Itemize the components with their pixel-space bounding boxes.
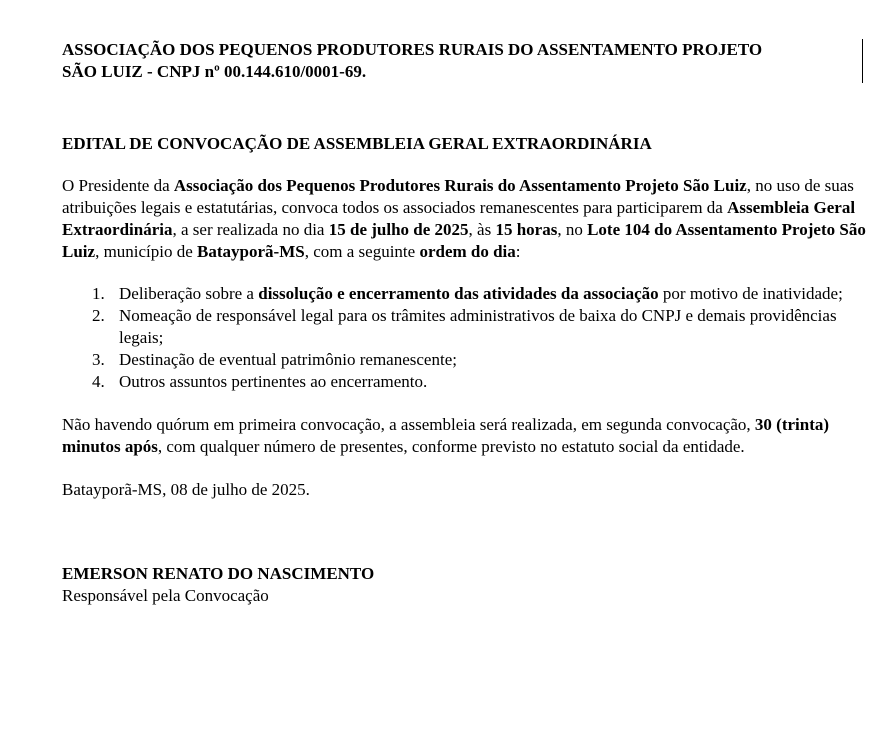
intro-text-6: , município de (95, 242, 198, 261)
signer-name: EMERSON RENATO DO NASCIMENTO (62, 564, 375, 583)
agenda-label: ordem do dia (419, 242, 516, 261)
agenda-item-number: 1. (92, 284, 105, 303)
association-header-line-1: ASSOCIAÇÃO DOS PEQUENOS PRODUTORES RURAIS DO ASSENTAMENTO PROJETO (62, 40, 763, 59)
agenda-item-text: Destinação de eventual patrimônio remanescente; (119, 350, 457, 369)
agenda-item-number: 3. (92, 350, 105, 369)
agenda-item (92, 283, 849, 305)
signer-role: Responsável pela Convocação (62, 586, 269, 605)
intro-text-3: , a ser realizada no dia (172, 220, 329, 239)
intro-text-7: , com a seguinte (304, 242, 420, 261)
agenda-item-number: 2. (92, 306, 105, 325)
document-page (62, 39, 868, 607)
agenda-item-text: Nomeação de responsável legal para os trâmites administrativos de baixa do CNPJ e demais providências legais; (119, 306, 837, 347)
quorum-text-1: Não havendo quórum em primeira convocação, a assembleia será realizada, em segunda convocação, (62, 415, 755, 434)
assembly-municipality: Batayporã-MS (197, 242, 305, 261)
second-call-delay: 30 (trinta) minutos após (62, 415, 830, 456)
assembly-location: Lote 104 do Assentamento Projeto São Luiz (62, 220, 866, 261)
intro-paragraph (62, 175, 868, 263)
agenda-item-text: Outros assuntos pertinentes ao encerramento. (119, 372, 428, 391)
agenda-item-text-end: por motivo de inatividade; (658, 284, 843, 303)
assembly-date: 15 de julho de 2025 (328, 220, 469, 239)
agenda-item-bold: dissolução e encerramento das atividades da associação (258, 284, 659, 303)
intro-text-2: , no uso de suas atribuições legais e estatutárias, convoca todos os associados remanescentes para participarem da (62, 176, 854, 217)
intro-text-5: , no (557, 220, 588, 239)
place-and-date: Batayporã-MS, 08 de julho de 2025. (62, 480, 310, 499)
association-header (62, 39, 863, 83)
agenda-item (92, 371, 849, 393)
intro-text-4: , às (468, 220, 496, 239)
assembly-type: Assembleia Geral Extraordinária (62, 198, 856, 239)
association-name: Associação dos Pequenos Produtores Rurais do Assentamento Projeto São Luiz (173, 176, 747, 195)
agenda-item (92, 305, 849, 349)
intro-text-1: O Presidente da (62, 176, 174, 195)
association-header-line-2: SÃO LUIZ - CNPJ nº 00.144.610/0001-69. (62, 62, 367, 81)
agenda-item (92, 349, 849, 371)
agenda-item-number: 4. (92, 372, 105, 391)
edital-title: EDITAL DE CONVOCAÇÃO DE ASSEMBLEIA GERAL EXTRAORDINÁRIA (62, 134, 652, 153)
quorum-text-2: , com qualquer número de presentes, conforme previsto no estatuto social da entidade. (157, 437, 745, 456)
agenda-list (62, 283, 868, 393)
agenda-item-text: Deliberação sobre a (119, 284, 259, 303)
quorum-paragraph (62, 414, 868, 458)
intro-text-8: : (515, 242, 521, 261)
assembly-time: 15 horas (495, 220, 558, 239)
